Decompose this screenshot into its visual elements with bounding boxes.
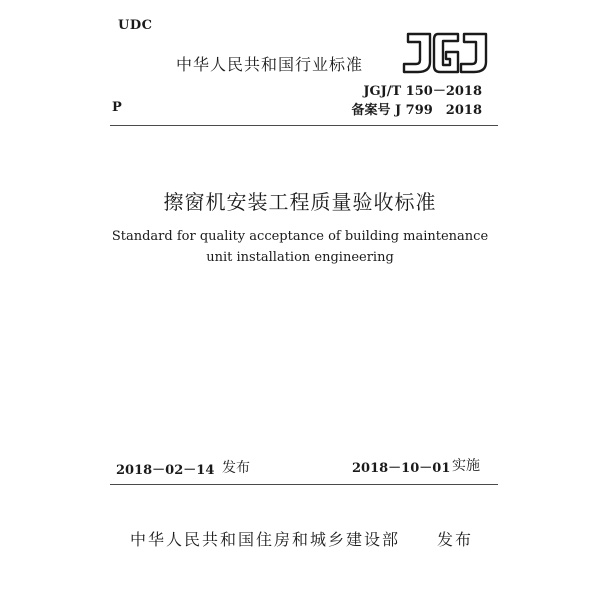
english-title-line-2: unit installation engineering — [206, 250, 394, 265]
category-code: P — [112, 100, 122, 115]
publish-label: 发布 — [437, 530, 474, 549]
publisher-name: 中华人民共和国住房和城乡建设部 — [130, 530, 401, 549]
english-title-line-1: Standard for quality acceptance of building maintenance — [111, 229, 489, 244]
jgj-logo — [398, 28, 488, 78]
implementation-date: 2018－10－01 — [352, 461, 451, 476]
issue-date: 2018－02－14 — [116, 463, 215, 478]
standard-number: JGJ/T 150－2018 — [363, 84, 482, 99]
udc-code: UDC — [118, 18, 153, 33]
filing-number: 备案号 J 799 2018 — [351, 103, 482, 118]
chinese-title: 擦窗机安装工程质量验收标准 — [163, 190, 437, 214]
implementation-label: 实施 — [452, 458, 480, 474]
english-title — [0, 226, 600, 268]
industry-standard-label: 中华人民共和国行业标准 — [176, 55, 364, 74]
bottom-divider — [110, 484, 498, 485]
issue-label: 发布 — [222, 460, 250, 476]
top-divider — [110, 125, 498, 126]
